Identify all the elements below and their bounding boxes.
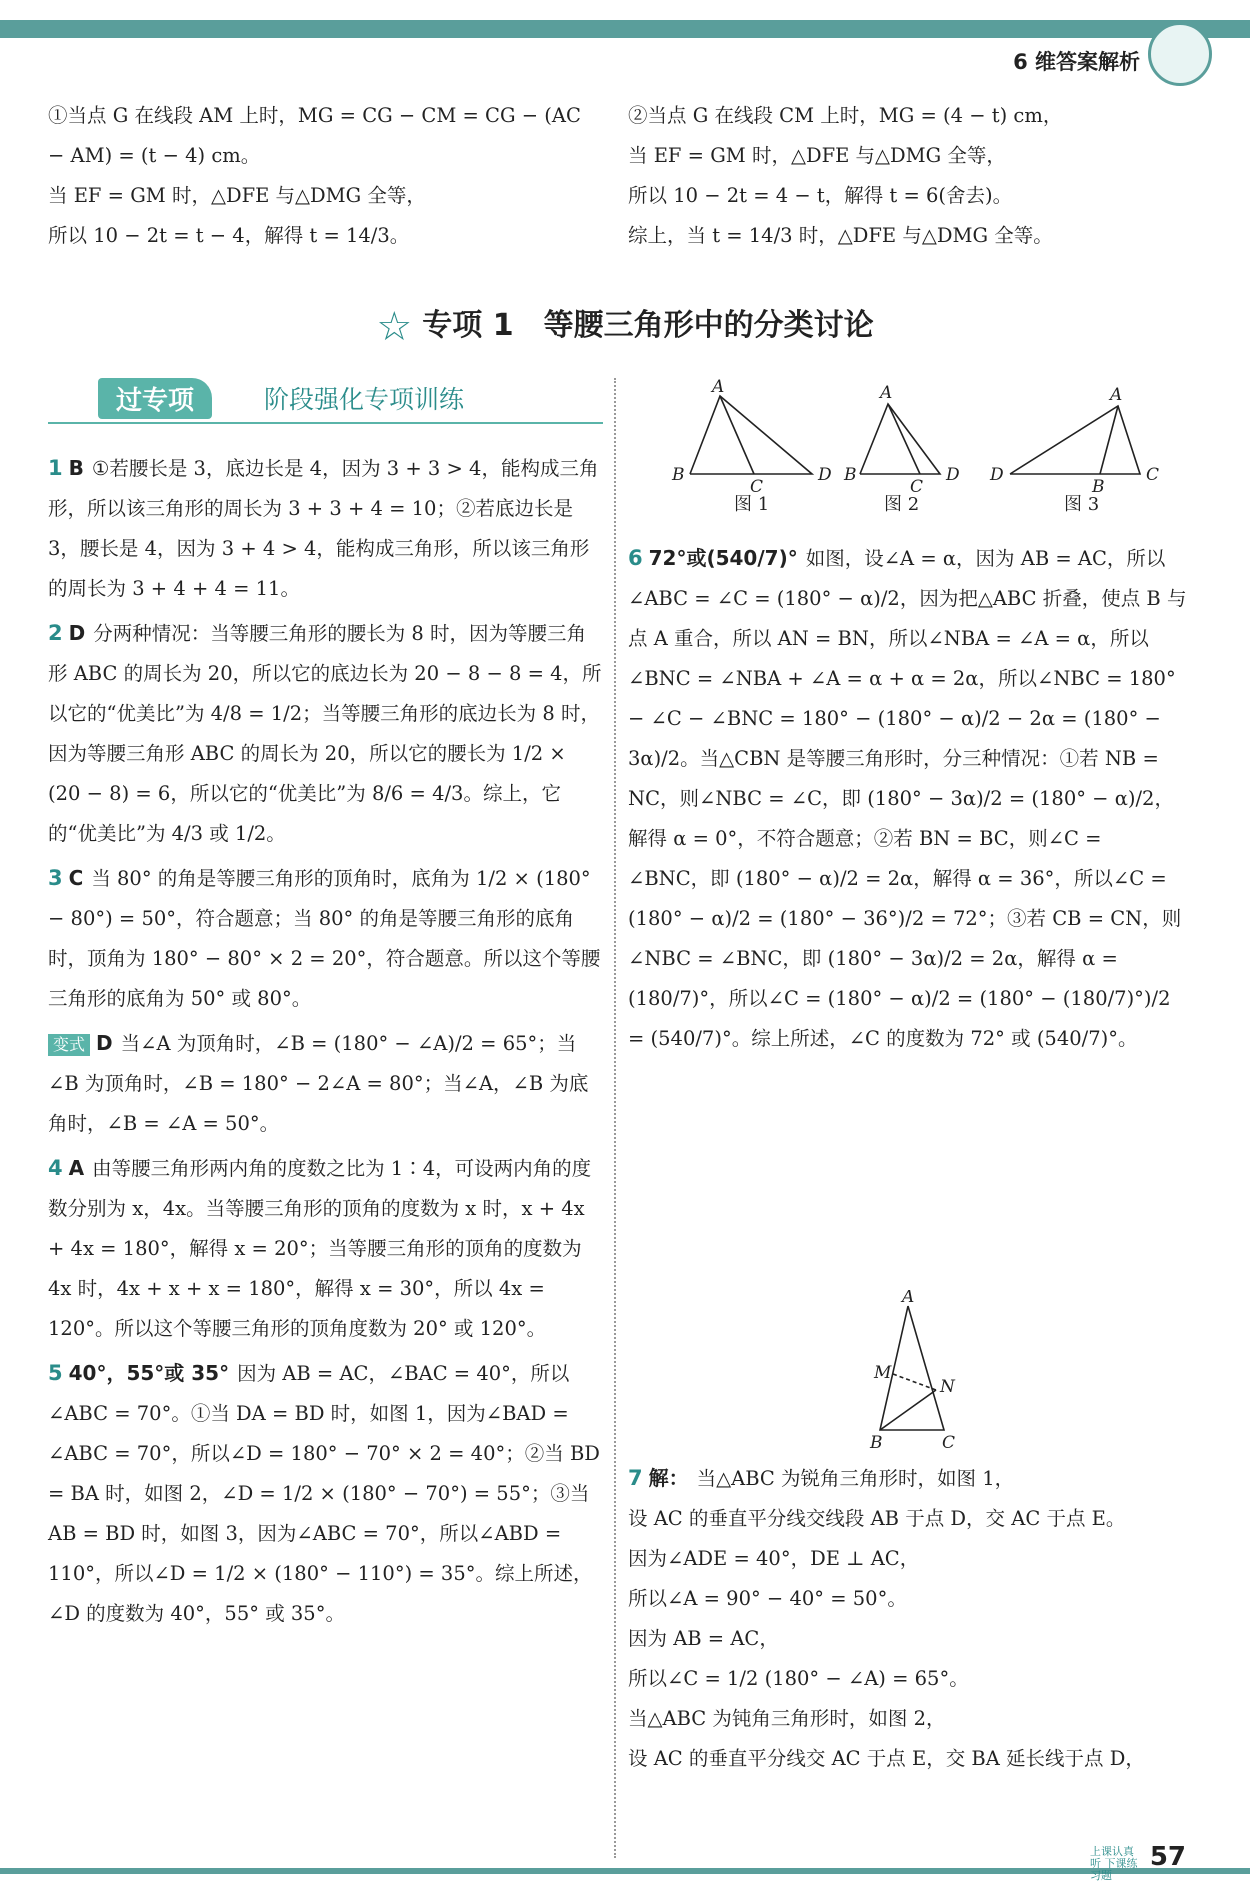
- item-text: 分两种情况：当等腰三角形的腰长为 8 时，因为等腰三角形 ABC 的周长为 20，所以它的底边长为 20 − 8 − 8 = 4，所以它的“优美比”为 4/8 = 1/2；当等腰三角形的底边长为 8 时，因为等腰三角形 ABC 的周长为 20，所以它的腰长为 1/2 × (20 − 8) = 6，所以它的“优美比”为 8/6 = 4/3。综上，它的“优美比”为 4/3 或 1/2。: [48, 622, 602, 845]
- practice-subtitle: 阶段强化专项训练: [264, 385, 465, 414]
- item-number: 4: [48, 1156, 63, 1180]
- figure-1-caption: 图 1: [734, 494, 770, 515]
- item-text: 如图，设∠A = α，因为 AB = AC，所以∠ABC = ∠C = (180° − α)/2，因为把△ABC 折叠，使点 B 与点 A 重合，所以 AN = BN，所以∠NBA = ∠A = α，所以∠BNC = ∠NBA + ∠A = α + α = 2α，所以∠NBC = 180° − ∠C − ∠BNC = 180° − (180° − α)/2 − 2α = (180° − 3α)/2。当△CBN 是等腰三角形时，分三种情况：①若 NB = NC，则∠NBC = ∠C，即 (180° − 3α)/2 = (180° − α)/2，解得 α = 0°，不符合题意；②若 BN = BC，则∠C = ∠BNC，即 (180° − α)/2 = 2α，解得 α = 36°，所以∠C = (180° − α)/2 = (180° − 36°)/2 = 72°；③若 CB = CN，则∠NBC = ∠BNC，即 (180° − 3α)/2 = 2α，解得 α = (180/7)°，所以∠C = (180° − α)/2 = (180° − (180/7)°)/2 = (540/7)°。综上所述，∠C 的度数为 72° 或 (540/7)°。: [628, 547, 1187, 1050]
- answer-item-7: [628, 1458, 1188, 1779]
- item-text: 当 80° 的角是等腰三角形的顶角时，底角为 1/2 × (180° − 80°) = 50°，符合题意；当 80° 的角是等腰三角形的底角时，顶角为 180° − 80° × 2 = 20°，符合题意。所以这个等腰三角形的底角为 50° 或 80°。: [48, 867, 601, 1010]
- star-icon: ☆: [376, 303, 413, 350]
- item-line: 设 AC 的垂直平分线交 AC 于点 E，交 BA 延长线于点 D，: [628, 1747, 1145, 1770]
- item-answer: C: [68, 866, 84, 890]
- item-text: 由等腰三角形两内角的度数之比为 1∶4，可设两内角的度数分别为 x，4x。当等腰三角形的顶角的度数为 x 时，x + 4x + 4x = 180°，解得 x = 20°；当等腰三角形的顶角的度数为 4x 时，4x + x + x = 180°，解得 x = 30°，所以 4x = 120°。所以这个等腰三角形的顶角度数为 20° 或 120°。: [48, 1157, 592, 1340]
- answer-item-variant: [48, 1023, 603, 1144]
- item-line: 因为 AB = AC，: [628, 1627, 779, 1650]
- top-left-line: 当 EF = GM 时，△DFE 与△DMG 全等，: [48, 184, 426, 207]
- left-answers: [48, 448, 603, 1634]
- column-divider: [614, 378, 616, 1858]
- top-bar: [0, 20, 1250, 38]
- item-answer: D: [68, 621, 86, 645]
- item-answer: D: [96, 1031, 113, 1055]
- svg-text:B: B: [870, 1433, 883, 1450]
- item-text: 因为 AB = AC，∠BAC = 40°，所以∠ABC = 70°。①当 DA = BD 时，如图 1，因为∠BAD = ∠ABC = 70°，所以∠D = 180° − 70° × 2 = 40°；②当 BD = BA 时，如图 2，∠D = 1/2 × (180° − 70°) = 55°；③当 AB = BD 时，如图 3，因为∠ABC = 70°，所以∠ABD = 110°，所以∠D = 1/2 × (180° − 110°) = 35°。综上所述，∠D 的度数为 40°，55° 或 35°。: [48, 1362, 600, 1625]
- top-right-line: ②当点 G 在线段 CM 上时，MG = (4 − t) cm，: [628, 104, 1063, 127]
- practice-badge: 过专项: [98, 378, 212, 419]
- item-line: 设 AC 的垂直平分线交线段 AB 于点 D，交 AC 于点 E。: [628, 1507, 1126, 1530]
- item-answer: 40°，55°或 35°: [68, 1361, 230, 1385]
- svg-text:N: N: [940, 1377, 955, 1397]
- item-number: 1: [48, 456, 63, 480]
- answer-item-4: [48, 1148, 603, 1349]
- svg-text:A: A: [880, 383, 893, 403]
- top-left-line: 所以 10 − 2t = t − 4，解得 t = 14/3。: [48, 224, 410, 247]
- item-answer: 72°或(540/7)°: [648, 546, 798, 570]
- figure-2-caption: 图 2: [884, 494, 920, 515]
- section-title-text: 专项 1 等腰三角形中的分类讨论: [422, 308, 874, 343]
- triangle-figures: [640, 372, 1200, 522]
- figure-3: [989, 385, 1159, 515]
- item-line: 当△ABC 为钝角三角形时，如图 2，: [628, 1707, 946, 1730]
- top-left-line: ①当点 G 在线段 AM 上时，MG = CG − CM = CG − (AC − AM) = (t − 4) cm。: [48, 104, 581, 167]
- answer-item-6: [628, 538, 1188, 1059]
- item-line: 所以∠A = 90° − 40° = 50°。: [628, 1587, 907, 1610]
- svg-text:C: C: [750, 477, 764, 497]
- right-answers: [628, 538, 1188, 1059]
- item-7-first-line: [628, 1458, 1188, 1499]
- svg-text:D: D: [946, 465, 960, 485]
- item-line: 因为∠ADE = 40°，DE ⊥ AC，: [628, 1547, 920, 1570]
- top-right-line: 当 EF = GM 时，△DFE 与△DMG 全等，: [628, 144, 1006, 167]
- item-number: 2: [48, 621, 63, 645]
- svg-text:D: D: [818, 465, 832, 485]
- svg-text:B: B: [1092, 477, 1105, 497]
- item-answer: 解：: [648, 1466, 689, 1490]
- top-right-line: 综上，当 t = 14/3 时，△DFE 与△DMG 全等。: [628, 224, 1053, 247]
- svg-text:B: B: [844, 465, 857, 485]
- answer-item-1: [48, 448, 603, 609]
- svg-text:B: B: [672, 465, 685, 485]
- item-text: 当∠A 为顶角时，∠B = (180° − ∠A)/2 = 65°；当∠B 为顶角时，∠B = 180° − 2∠A = 80°；当∠A，∠B 为底角时，∠B = ∠A = 50°。: [48, 1032, 589, 1135]
- item-answer: A: [68, 1156, 85, 1180]
- svg-text:D: D: [990, 465, 1004, 485]
- section-title: [0, 300, 1250, 350]
- footer-note: 上课认真听 下课练习题: [1090, 1845, 1138, 1882]
- item-answer: B: [68, 456, 84, 480]
- mascot-logo-icon: [1148, 22, 1212, 86]
- figure-2: [843, 383, 960, 515]
- svg-text:A: A: [902, 1290, 915, 1307]
- page-number: 57: [1149, 1842, 1186, 1872]
- banner-underline: [48, 422, 603, 424]
- svg-text:M: M: [874, 1363, 892, 1383]
- header-title: 6 维答案解析: [1013, 50, 1140, 74]
- top-right-block: [628, 96, 1188, 256]
- top-right-line: 所以 10 − 2t = 4 − t，解得 t = 6(舍去)。: [628, 184, 1013, 207]
- item-line: 当△ABC 为锐角三角形时，如图 1，: [696, 1467, 1015, 1490]
- svg-text:A: A: [1110, 385, 1123, 405]
- item-number: 7: [628, 1466, 643, 1490]
- svg-text:A: A: [712, 377, 725, 397]
- variant-badge: 变式: [48, 1034, 90, 1056]
- svg-text:C: C: [942, 1433, 956, 1450]
- figure-1: [671, 377, 832, 515]
- item-number: 3: [48, 866, 63, 890]
- item-number: 5: [48, 1361, 63, 1385]
- svg-text:C: C: [910, 477, 924, 497]
- answer-item-2: [48, 613, 603, 854]
- item-text: ①若腰长是 3，底边长是 4，因为 3 + 3 > 4，能构成三角形，所以该三角形的周长为 3 + 3 + 4 = 10；②若底边长是 3，腰长是 4，因为 3 + 4 > 4，能构成三角形，所以该三角形的周长为 3 + 4 + 4 = 11。: [48, 457, 599, 600]
- figure-3-caption: 图 3: [1064, 494, 1100, 515]
- answer-item-3: [48, 858, 603, 1019]
- practice-banner: [48, 372, 603, 424]
- top-left-block: [48, 96, 603, 256]
- fold-triangle-figure: [860, 1290, 980, 1450]
- answer-item-5: [48, 1353, 603, 1634]
- item-line: 所以∠C = 1/2 (180° − ∠A) = 65°。: [628, 1667, 969, 1690]
- svg-text:C: C: [1146, 465, 1160, 485]
- bottom-bar: [0, 1868, 1250, 1874]
- item-number: 6: [628, 546, 643, 570]
